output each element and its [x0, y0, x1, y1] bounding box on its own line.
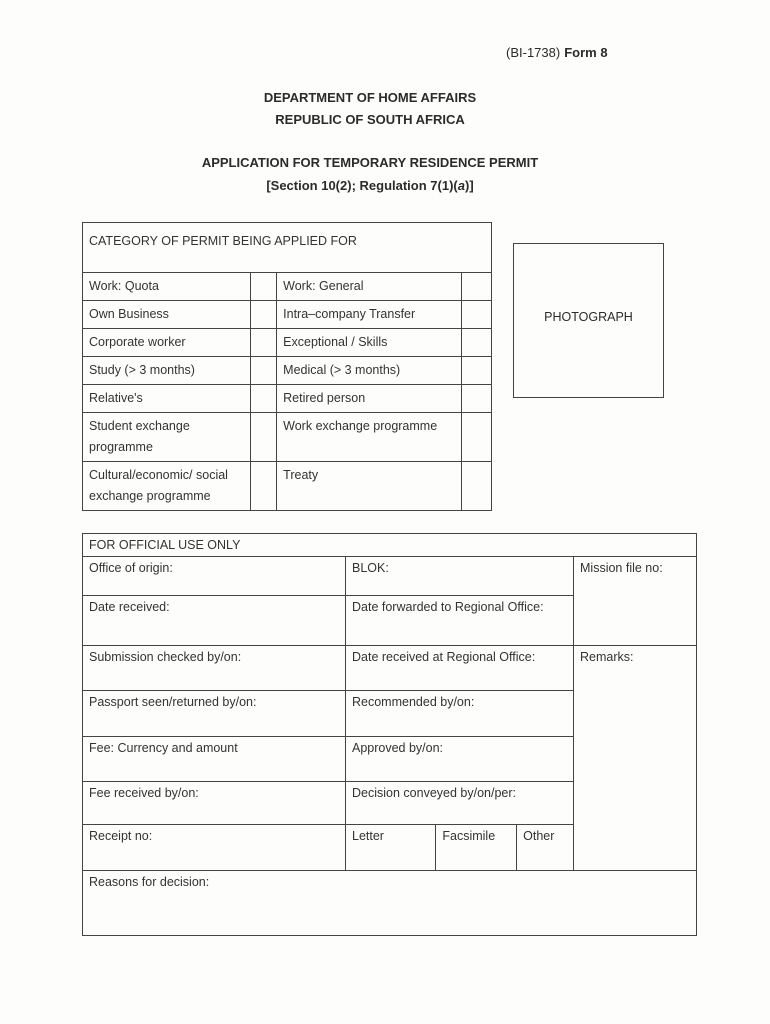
- category-label: Retired person: [277, 385, 462, 413]
- office-of-origin-field[interactable]: Office of origin:: [83, 557, 346, 596]
- fee-received-field[interactable]: Fee received by/on:: [83, 782, 346, 825]
- category-label: Cultural/economic/ social exchange programme: [83, 462, 251, 511]
- category-checkbox[interactable]: [251, 357, 277, 385]
- category-label: Exceptional / Skills: [277, 329, 462, 357]
- category-checkbox[interactable]: [251, 462, 277, 511]
- recommended-field[interactable]: Recommended by/on:: [346, 691, 574, 737]
- official-use-table: [82, 533, 697, 936]
- department-title: DEPARTMENT OF HOME AFFAIRS: [263, 90, 477, 105]
- letter-option[interactable]: Letter: [352, 829, 384, 843]
- date-forwarded-field[interactable]: Date forwarded to Regional Office:: [346, 596, 574, 646]
- fee-currency-field[interactable]: Fee: Currency and amount: [83, 737, 346, 782]
- category-checkbox[interactable]: [462, 357, 492, 385]
- submission-checked-field[interactable]: Submission checked by/on:: [83, 646, 346, 691]
- category-label: Work: General: [277, 273, 462, 301]
- mission-file-field[interactable]: Mission file no:: [574, 557, 697, 646]
- section-reference: [Section 10(2); Regulation 7(1)(a)]: [266, 178, 474, 193]
- table-row: [83, 646, 697, 691]
- permit-category-table: [82, 222, 492, 511]
- category-title: CATEGORY OF PERMIT BEING APPLIED FOR: [83, 223, 492, 273]
- table-row: [83, 329, 492, 357]
- conveyance-method-table: [346, 825, 573, 870]
- category-checkbox[interactable]: [251, 413, 277, 462]
- table-row: [83, 557, 697, 596]
- date-received-regional-field[interactable]: Date received at Regional Office:: [346, 646, 574, 691]
- official-use-title: FOR OFFICIAL USE ONLY: [83, 534, 697, 557]
- passport-seen-field[interactable]: Passport seen/returned by/on:: [83, 691, 346, 737]
- form-label: Form 8: [564, 45, 608, 60]
- category-label: Work exchange programme: [277, 413, 462, 462]
- category-checkbox[interactable]: [462, 329, 492, 357]
- category-checkbox[interactable]: [462, 273, 492, 301]
- table-row: [83, 301, 492, 329]
- facsimile-option[interactable]: Facsimile: [436, 825, 517, 870]
- category-label: Own Business: [83, 301, 251, 329]
- blok-field[interactable]: BLOK:: [346, 557, 574, 596]
- approved-field[interactable]: Approved by/on:: [346, 737, 574, 782]
- form-code: (BI-1738): [506, 45, 561, 60]
- category-checkbox[interactable]: [462, 385, 492, 413]
- other-option[interactable]: Other: [517, 825, 573, 870]
- form-number: [506, 45, 608, 60]
- table-row: [83, 413, 492, 462]
- conveyance-method-cell: [346, 825, 574, 871]
- table-row: [83, 871, 697, 936]
- photograph-box: [513, 243, 664, 398]
- photograph-label: PHOTOGRAPH: [544, 310, 633, 324]
- category-label: Student exchange programme: [83, 413, 251, 462]
- remarks-field[interactable]: Remarks:: [574, 646, 697, 871]
- table-row: [83, 357, 492, 385]
- decision-conveyed-field[interactable]: Decision conveyed by/on/per:: [346, 782, 574, 825]
- table-row: [83, 385, 492, 413]
- table-row: [83, 462, 492, 511]
- reasons-for-decision-field[interactable]: Reasons for decision:: [83, 871, 697, 936]
- category-checkbox[interactable]: [251, 329, 277, 357]
- category-checkbox[interactable]: [251, 273, 277, 301]
- category-label: Treaty: [277, 462, 462, 511]
- table-row: [83, 273, 492, 301]
- category-checkbox[interactable]: [462, 462, 492, 511]
- category-label: Intra–company Transfer: [277, 301, 462, 329]
- application-title: APPLICATION FOR TEMPORARY RESIDENCE PERMIT: [201, 155, 539, 170]
- category-label: Relative's: [83, 385, 251, 413]
- category-checkbox[interactable]: [462, 301, 492, 329]
- category-checkbox[interactable]: [251, 385, 277, 413]
- category-checkbox[interactable]: [251, 301, 277, 329]
- category-checkbox[interactable]: [462, 413, 492, 462]
- receipt-no-field[interactable]: Receipt no:: [83, 825, 346, 871]
- date-received-field[interactable]: Date received:: [83, 596, 346, 646]
- category-label: Study (> 3 months): [83, 357, 251, 385]
- category-label: Corporate worker: [83, 329, 251, 357]
- country-title: REPUBLIC OF SOUTH AFRICA: [275, 112, 465, 127]
- category-label: Medical (> 3 months): [277, 357, 462, 385]
- category-label: Work: Quota: [83, 273, 251, 301]
